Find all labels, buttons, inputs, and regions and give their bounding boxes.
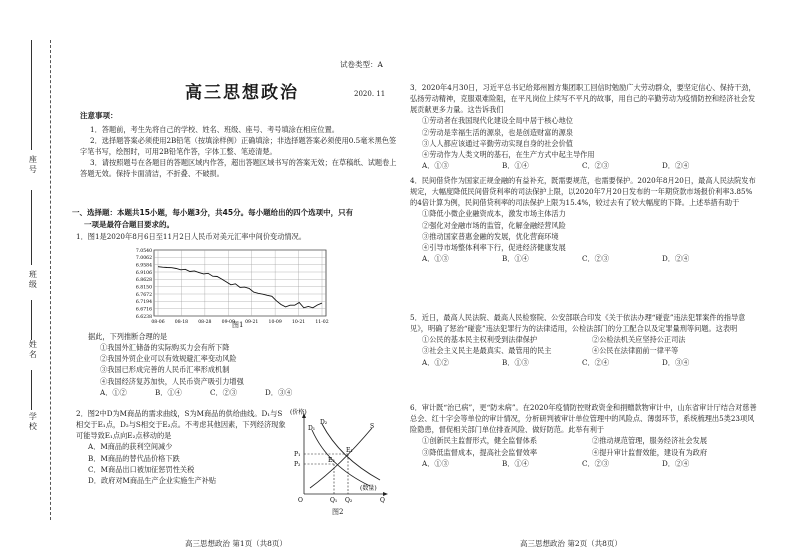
question-5 [410,312,758,368]
choice-d[interactable]: D．②④ [662,254,690,264]
option: ③推动国家普惠金融的发展，优化营商环境 [422,231,559,241]
label-school: 学校 [28,412,38,432]
option-row [410,435,758,446]
option: B．M商品的替代品价格下跌 [88,453,180,463]
label-q1: Q₁ [330,497,338,504]
label-p1: P₁ [294,451,301,458]
x-tick-label: 08-06 [151,320,165,325]
supply-curve [310,428,372,488]
option: ③人人都应该通过辛勤劳动实现自身的社会价值 [422,138,573,148]
option: ③社会主义民主是最真实、最管用的民主 [422,346,552,356]
option: D．政府对M商品生产企业实施生产补贴 [88,475,217,485]
cut-line [50,40,51,520]
x-tick-label: 10-21 [291,320,306,325]
y-tick-label: 6.7672 [135,292,152,298]
label-d1: D₁ [308,425,316,432]
supply-demand-figure [290,408,390,508]
y-tick-label: 6.7194 [135,300,152,306]
option: ②劳动是幸福生活的源泉，也是创造财富的源泉 [422,127,573,137]
section-line-1: 一、选择题：本题共15小题，每小题3分，共45分。每小题给出的四个选项中，只有 [72,208,354,217]
choice-b[interactable]: B．①④ [502,458,529,468]
option: ④我国经济复苏加快，人民币资产吸引力增强 [100,376,244,386]
seat-line [31,40,32,150]
choice-a[interactable]: A．①③ [422,161,449,171]
choice-a[interactable]: A．①② [100,387,127,397]
option-row [410,345,758,356]
option: A．M商品的获利空间减少 [88,442,173,452]
exchange-rate-chart [130,246,340,330]
option-row [410,334,758,345]
question-6 [410,402,758,469]
x-tick-label: 11-02 [315,320,329,325]
label-seat: 座号 [28,155,38,175]
option: ②我国外贸企业可以有效规避汇率变动风险 [100,354,237,364]
question-1-options [88,331,388,398]
section-heading [72,207,398,230]
choice-a[interactable]: A．①② [422,357,449,367]
choice-d[interactable]: D．②④ [662,161,690,171]
option: ②公检法机关应坚持公正司法 [592,335,686,345]
option: C．M商品出口被加征惩罚性关税 [88,464,195,474]
x-tick-label: 10-09 [268,320,282,325]
question-stem: 6．审计既“治已病”，更“防未病”。在2020年疫情防控财政资金和捐赠款物审计中，山东省审计厅结合对慈善总会、红十字会等单位的审计情况，分析研判被审计单位管理中的风险点、薄弱环节，系统梳理出5类23项风险隐患，督促相关部门单位排查风险、做好防范。此举有利于 [410,403,757,435]
option: ①我国外汇储备的实际购买力会有所下降 [100,343,230,353]
notes-heading: 注意事项： [80,111,118,120]
binding-gutter [0,0,62,558]
option: ①创新民主监督形式，健全监督体系 [422,436,538,446]
question-stem: 1．图1是2020年8月6日至11月2日人民币对美元汇率中间价变动情况。 [76,232,306,241]
x-axis-label: (数量) [360,485,377,492]
notes [80,110,398,179]
series-line [158,267,322,308]
y-tick-label: 7.0540 [135,248,152,254]
answer-choices [410,160,758,171]
exam-date: 2020. 11 [354,90,386,98]
label-q: Q [380,497,385,504]
option: ④提升审计监督效能，建设有为政府 [592,447,708,457]
option: ①劳动者在我国现代化建设全局中居于核心地位 [422,116,573,126]
answer-choices [410,458,758,469]
y-tick-label: 6.8628 [135,278,152,284]
note-item: 3．请按照题号在各题目的答题区域内作答，超出答题区域书写的答案无效；在草稿纸、试题卷上答题无效。保持卡面清洁，不折叠、不破损。 [80,158,397,179]
choice-d[interactable]: D．③④ [265,387,293,397]
question-3 [410,82,758,171]
page-footer-right: 高三思想政治 第2页（共8页） [520,539,622,548]
choice-a[interactable]: A．①③ [422,254,449,264]
choice-b[interactable]: B．①③ [502,357,529,367]
option: ①公民的基本民主权利受到法律保护 [422,335,538,345]
option: ④劳动作为人类文明的基石，在生产方式中起主导作用 [422,149,595,159]
note-item: 2．选择题答案必须使用2B铅笔（按填涂样例）正确填涂；非选择题答案必须使用0.5毫米黑色签字笔书写，绘图时，可用2B铅笔作答，字体工整、笔迹清楚。 [80,135,397,156]
label-p2: P₂ [294,461,301,468]
option: ③降低监督成本，提高社会监督效率 [422,447,538,457]
question-2 [76,408,288,486]
label-origin: O [298,497,303,504]
plot-frame [154,250,326,316]
name-line [31,300,32,340]
y-tick-label: 6.9106 [135,270,152,276]
answer-choices [410,357,758,368]
y-tick-label: 6.9584 [135,263,152,269]
y-tick-label: 6.8150 [135,285,152,291]
y-axis-label: (价格) [290,409,307,416]
figure-2-label: 图2 [332,508,344,516]
x-tick-label: 09-09 [221,320,235,325]
note-item: 1．答题前，考生先将自己的学校、姓名、班级、座号、考号填涂在相应位置。 [90,124,339,134]
page-title: 高三思想政治 [185,83,299,103]
y-tick-label: 7.0062 [135,256,152,262]
option: ②强化对金融市场的监管，化解金融经营风险 [422,220,566,230]
option-row [410,447,758,458]
choice-c[interactable]: C．②③ [210,387,238,397]
label-name: 姓名 [28,340,38,360]
question-lead: 据此，下列推断合理的是 [88,332,168,341]
choice-b[interactable]: B．①④ [502,161,529,171]
choice-d[interactable]: D．②④ [662,458,690,468]
label-class: 班级 [28,270,38,290]
answer-choices [410,253,758,264]
section-line-2: 一项是最符合题目要求的。 [84,219,174,229]
demand-curve-1 [312,430,370,486]
exam-type: 试卷类型：A [340,60,383,69]
question-stem: 3．2020年4月30日，习近平总书记给郑州圆方集团职工回信时勉励广大劳动群众，要坚定信心、保持干劲，弘扬劳动精神，克服艰难险阻，在平凡岗位上续写不平凡的故事，用自己的辛勤劳动为疫情防控和经济社会发展贡献更多力量。这告诉我们 [410,83,756,115]
choice-c[interactable]: C．②④ [582,357,610,367]
choice-d[interactable]: D．③④ [662,357,690,367]
choice-b[interactable]: B．①④ [502,254,529,264]
page-footer-left: 高三思想政治 第1页（共8页） [185,539,287,548]
choice-a[interactable]: A．①③ [422,458,449,468]
question-stem: 5．近日，最高人民法院、最高人民检察院、公安部联合印发《关于依法办理“碰瓷”违法犯罪案件的指导意见》，明确了惩治“碰瓷”违法犯罪行为的法律适用，公检法部门的分工配合以及定罪量刑等问题。这表明 [410,313,746,334]
question-1 [76,231,396,242]
choice-b[interactable]: B．①④ [155,387,182,397]
school-line [31,370,32,410]
x-tick-label: 08-18 [174,320,189,325]
option: ④引导市场整体利率下行，促进经济健康发展 [422,242,566,252]
x-tick-label: 08-28 [198,320,212,325]
label-s: S [370,423,375,430]
answer-choices [88,387,388,398]
y-tick-label: 6.6238 [135,314,152,320]
question-stem: 2．图2中D为M商品的需求曲线，S为M商品的供给曲线。D₁与S相交于E₁点，D₂与S相交于E₂点。不考虑其他因素，下列经济现象可能导致E₁点向E₂点移动的是 [76,409,286,441]
label-d2: D₂ [320,419,328,426]
question-stem: 4．民间借贷作为国家正规金融的有益补充，既需要规范，也需要保护。2020年8月20日，最高人民法院发布规定，大幅度降低民间借贷利率的司法保护上限，以2020年7月20日发布的一年期贷款市场报价利率3.85%的4倍计算为例，民间借贷利率的司法保护上限为15.4%，较过去有了较大幅度的下降。上述举措有助于 [410,176,756,208]
choice-c[interactable]: C．②③ [582,254,610,264]
choice-c[interactable]: C．②③ [582,161,610,171]
y-tick-label: 6.6716 [135,307,152,313]
option: ②推动规范管理，服务经济社会发展 [592,436,708,446]
option: ①降低小微企业融资成本，激发市场主体活力 [422,209,566,219]
label-e2: E₂ [328,457,335,464]
label-q2: Q₂ [345,497,353,504]
choice-c[interactable]: C．②③ [582,458,610,468]
label-e1: E₁ [346,447,353,454]
question-4 [410,175,758,264]
x-tick-label: 09-21 [245,320,259,325]
option: ③我国已形成完善的人民币汇率形成机制 [100,365,230,375]
option: ④公民在法律面前一律平等 [592,346,679,356]
figure-1-label: 图1 [232,321,244,329]
class-line [31,190,32,265]
